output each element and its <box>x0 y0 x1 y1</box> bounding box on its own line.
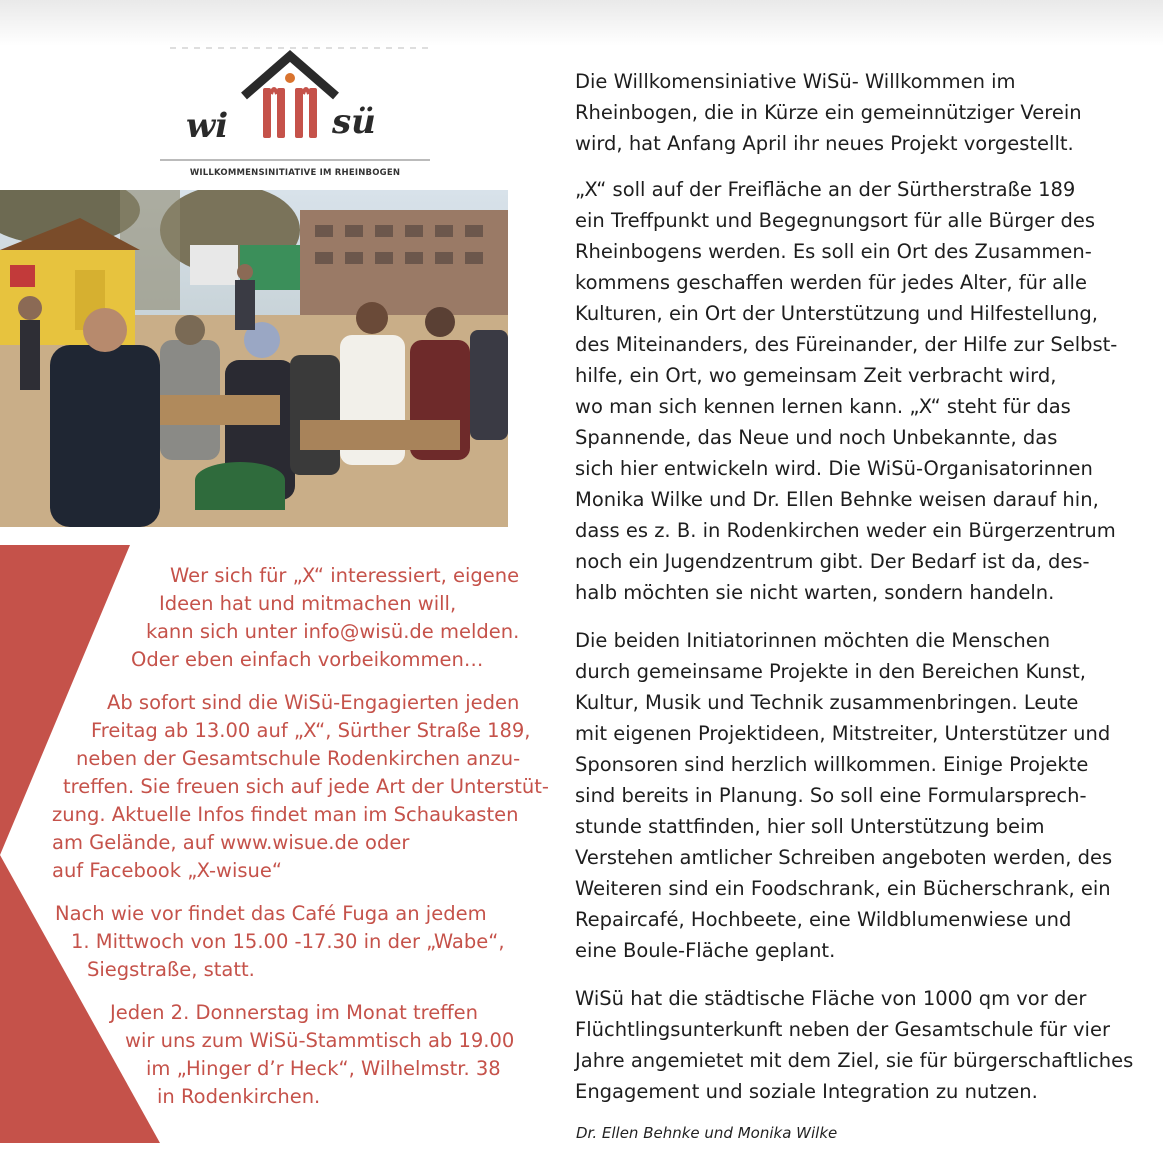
logo-wordmark-left: wi <box>186 106 229 146</box>
sidebar-line: Ideen hat und mitmachen will, <box>159 592 457 615</box>
sidebar-line: wir uns zum WiSü-Stammtisch ab 19.00 <box>125 1029 515 1052</box>
top-band <box>0 0 1163 46</box>
article-line: hilfe, ein Ort, wo gemeinsam Zeit verbracht wird, <box>575 364 1057 387</box>
sidebar-line: Oder eben einfach vorbeikommen… <box>131 648 484 671</box>
article-line: Kultur, Musik und Technik zusammenbringen. Leute <box>575 691 1079 714</box>
sidebar-line: treffen. Sie freuen sich auf jede Art der Unterstüt- <box>63 775 549 798</box>
article-signature: Dr. Ellen Behnke und Monika Wilke <box>576 1124 838 1142</box>
logo-tagline: WILLKOMMENSINITIATIVE IM RHEINBOGEN <box>189 168 401 178</box>
article-line: Rheinbogens werden. Es soll ein Ort des Zusammen- <box>575 240 1092 263</box>
article-line: Die beiden Initiatorinnen möchten die Menschen <box>575 629 1051 652</box>
sidebar-line: Nach wie vor findet das Café Fuga an jedem <box>55 902 487 925</box>
article-line: Weiteren sind ein Foodschrank, ein Bücherschrank, ein <box>575 877 1111 900</box>
article-line: dass es z. B. in Rodenkirchen weder ein Bürgerzentrum <box>575 519 1116 542</box>
article-line: wird, hat Anfang April ihr neues Projekt vorgestellt. <box>575 132 1074 155</box>
sidebar-line: in Rodenkirchen. <box>157 1085 321 1108</box>
article-line: halb möchten sie nicht warten, sondern handeln. <box>575 581 1055 604</box>
article-line: sind bereits in Planung. So soll eine Formularsprech- <box>575 784 1087 807</box>
article-line: durch gemeinsame Projekte in den Bereichen Kunst, <box>575 660 1086 683</box>
logo-wordmark-right: sü <box>332 102 376 142</box>
article-line: wo man sich kennen lernen kann. „X“ steht für das <box>575 395 1071 418</box>
article-line: Repaircafé, Hochbeete, eine Wildblumenwiese und <box>575 908 1072 931</box>
article-line: Rheinbogen, die in Kürze ein gemeinnütziger Verein <box>575 101 1082 124</box>
article-line: Die Willkomensiniative WiSü- Willkommen im <box>575 70 1016 93</box>
article-line: Spannende, das Neue und noch Unbekannte, das <box>575 426 1058 449</box>
article-line: „X“ soll auf der Freifläche an der Sürtherstraße 189 <box>575 178 1076 201</box>
sidebar-line: kann sich unter info@wisü.de melden. <box>146 620 520 643</box>
sidebar-line: im „Hinger d’r Heck“, Wilhelmstr. 38 <box>146 1057 501 1080</box>
article-line: eine Boule-Fläche geplant. <box>575 939 836 962</box>
sidebar-line: auf Facebook „X-wisue“ <box>52 859 283 882</box>
article-line: noch ein Jugendzentrum gibt. Der Bedarf ist da, des- <box>575 550 1090 573</box>
article-line: Sponsoren sind herzlich willkommen. Einige Projekte <box>575 753 1089 776</box>
sidebar-line: Jeden 2. Donnerstag im Monat treffen <box>110 1001 479 1024</box>
article-line: kommens geschaffen werden für jedes Alter, für alle <box>575 271 1087 294</box>
article-line: Verstehen amtlicher Schreiben angeboten werden, des <box>575 846 1113 869</box>
article-line: ein Treffpunkt und Begegnungsort für alle Bürger des <box>575 209 1096 232</box>
sidebar-line: am Gelände, auf www.wisue.de oder <box>52 831 410 854</box>
sidebar-line: 1. Mittwoch von 15.00 -17.30 in der „Wabe“, <box>71 930 505 953</box>
sidebar-line: neben der Gesamtschule Rodenkirchen anzu- <box>76 747 521 770</box>
article-line: Kulturen, ein Ort der Unterstützung und Hilfestellung, <box>575 302 1098 325</box>
sidebar-line: zung. Aktuelle Infos findet man im Schaukasten <box>52 803 519 826</box>
article-line: Monika Wilke und Dr. Ellen Behnke weisen darauf hin, <box>575 488 1099 511</box>
article-line: Jahre angemietet mit dem Ziel, sie für bürgerschaftliches <box>575 1049 1134 1072</box>
article-line: mit eigenen Projektideen, Mitstreiter, Unterstützer und <box>575 722 1111 745</box>
article-line: sich hier entwickeln wird. Die WiSü-Organisatorinnen <box>575 457 1093 480</box>
article-line: stunde stattfinden, hier soll Unterstützung beim <box>575 815 1045 838</box>
article-line: des Miteinanders, des Füreinander, der Hilfe zur Selbst- <box>575 333 1118 356</box>
event-photo <box>0 190 508 527</box>
photo-event-gathering-icon <box>0 190 508 527</box>
sidebar-line: Ab sofort sind die WiSü-Engagierten jeden <box>107 691 520 714</box>
article-line: Engagement und soziale Integration zu nutzen. <box>575 1080 1038 1103</box>
article-line: WiSü hat die städtische Fläche von 1000 qm vor der <box>575 987 1087 1010</box>
sidebar-line: Siegstraße, statt. <box>87 958 255 981</box>
sidebar-line: Wer sich für „X“ interessiert, eigene <box>170 564 520 587</box>
wisue-logo <box>150 44 440 184</box>
article-line: Flüchtlingsunterkunft neben der Gesamtschule für vier <box>575 1018 1110 1041</box>
sidebar-line: Freitag ab 13.00 auf „X“, Sürther Straße 189, <box>91 719 531 742</box>
